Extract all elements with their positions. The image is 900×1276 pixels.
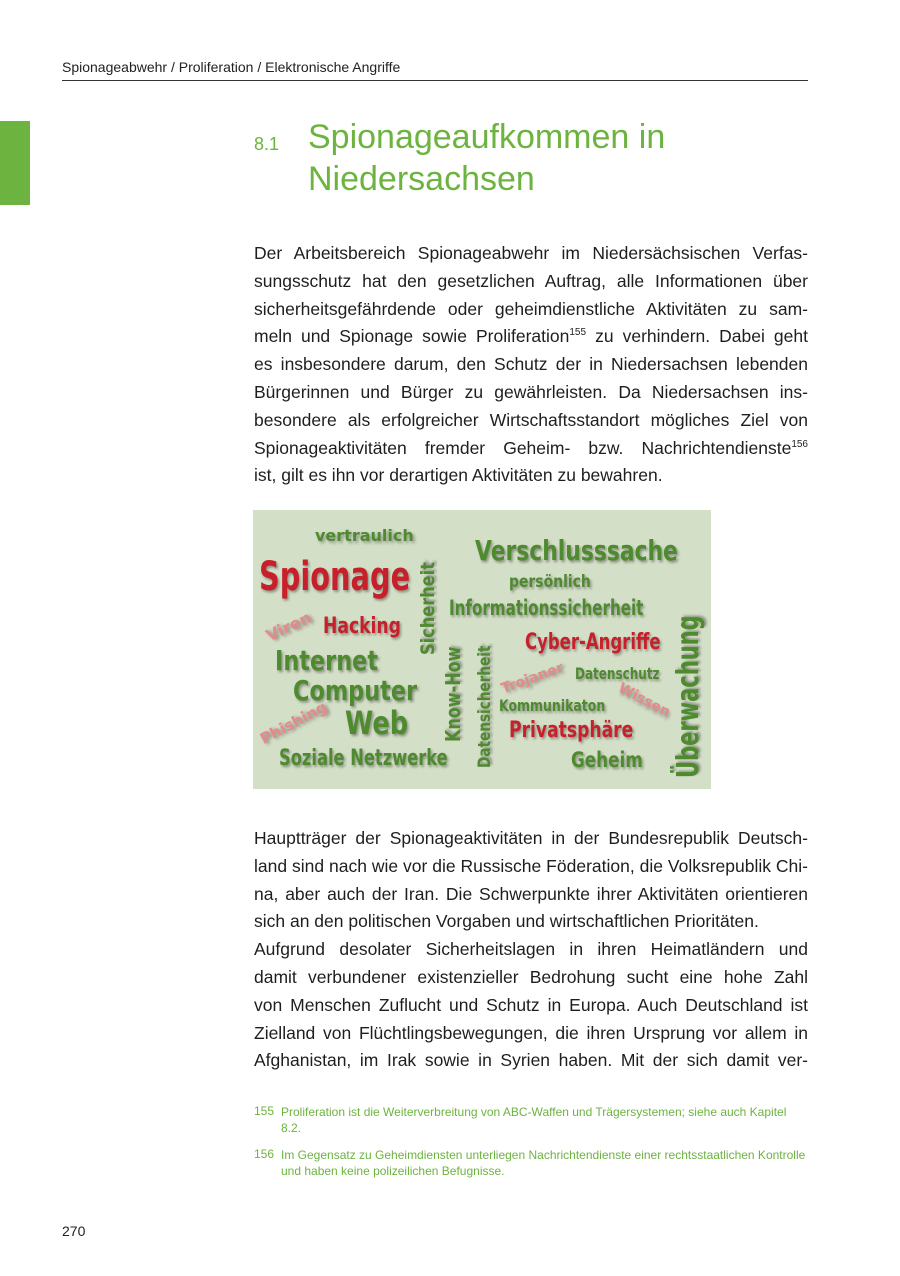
cloud-word-web: Web — [345, 704, 409, 742]
cloud-word-sicherheit: Sicherheit — [417, 562, 439, 655]
text-line: Zielland von Flüchtlingsbewegungen, die ihren Ursprung vor allem in — [254, 1022, 808, 1043]
text-line: besondere als erfolgreicher Wirtschaftsstandort mögliches Ziel von — [254, 409, 808, 430]
cloud-word-ueberwachung: Überwachung — [671, 615, 706, 778]
cloud-word-hacking: Hacking — [323, 614, 401, 639]
running-header: Spionageabwehr / Proliferation / Elektronische Angriffe — [62, 59, 808, 81]
cloud-word-kommunikation: Kommunikaton — [499, 696, 606, 715]
footnote-text: Im Gegensatz zu Geheimdiensten unterliegen Nachrichtendienste einer rechtsstaatlichen Kontrolle und haben keine polizeilichen Befugnisse. — [281, 1148, 806, 1178]
text-line — [254, 323, 808, 351]
section-title-line: Spionageaufkommen in — [308, 118, 666, 156]
cloud-word-datenschutz: Datenschutz — [575, 664, 660, 683]
text-line: Afghanistan, im Irak sowie in Syrien haben. Mit der sich damit ver- — [254, 1050, 808, 1071]
footnote-number: 156 — [254, 1147, 275, 1161]
cloud-word-persoenlich: persönlich — [509, 572, 591, 592]
text-line: Bürgerinnen und Bürger zu gewährleisten. Da Niedersachsen ins- — [254, 381, 808, 402]
cloud-word-geheim: Geheim — [571, 748, 643, 772]
cloud-word-vertraulich: vertraulich — [315, 526, 414, 545]
text-line: sich an den politischen Vorgaben und wirtschaftlichen Prioritäten. — [254, 911, 759, 932]
cloud-word-phishing: Phishing — [257, 697, 330, 748]
text-line: Aufgrund desolater Sicherheitslagen in ihren Heimatländern und — [254, 939, 808, 960]
text-line — [254, 435, 808, 463]
paragraph-main-actors — [254, 825, 808, 1075]
footnote-155 — [254, 1104, 808, 1136]
text-line: damit verbundener existenzieller Bedrohung sucht eine hohe Zahl — [254, 966, 808, 987]
cloud-word-verschlusssache: Verschlusssache — [475, 534, 678, 567]
cloud-word-informationssicherheit: Informationssicherheit — [449, 596, 644, 620]
cloud-word-internet: Internet — [275, 644, 379, 677]
text-line: Der Arbeitsbereich Spionageabwehr im Niedersächsischen Verfas- — [254, 243, 808, 263]
section-title-line: Niedersachsen — [308, 160, 535, 198]
section-title — [308, 116, 665, 200]
footnote-number: 155 — [254, 1104, 275, 1118]
footnote-ref-156[interactable]: 156 — [791, 438, 808, 450]
paragraph-intro — [254, 240, 808, 490]
page-number: 270 — [62, 1223, 86, 1239]
word-cloud-image — [253, 510, 711, 789]
text-line: es insbesondere darum, den Schutz der in Niedersachsen lebenden — [254, 354, 808, 375]
text-line: von Menschen Zuflucht und Schutz in Europa. Auch Deutschland ist — [254, 994, 808, 1015]
cloud-word-cyber-angriffe: Cyber-Angriffe — [525, 630, 661, 655]
text-fragment: zu verhindern. Dabei geht — [586, 326, 808, 347]
footnote-ref-155[interactable]: 155 — [569, 327, 587, 339]
text-line: land sind nach wie vor die Russische Föderation, die Volksrepublik Chi- — [254, 855, 808, 876]
footnote-text: Proliferation ist die Weiterverbreitung von ABC-Waffen und Trägersystemen; siehe auch Kapitel 8.2. — [281, 1105, 787, 1135]
section-number: 8.1 — [254, 134, 280, 154]
cloud-word-privatsphaere: Privatsphäre — [509, 718, 634, 743]
footnotes — [254, 1104, 808, 1190]
chapter-tab-marker — [0, 121, 30, 205]
cloud-word-spionage: Spionage — [259, 554, 411, 600]
text-fragment: meln und Spionage sowie Proliferation — [254, 326, 570, 347]
text-line: ist, gilt es ihn vor derartigen Aktivitäten zu bewahren. — [254, 465, 663, 486]
text-line: sungsschutz hat den gesetzlichen Auftrag, alle Informationen über — [254, 270, 808, 291]
text-line: na, aber auch der Iran. Die Schwerpunkte ihrer Aktivitäten orientieren — [254, 883, 808, 904]
cloud-word-soziale-netzwerke: Soziale Netzwerke — [279, 746, 448, 771]
cloud-word-know-how: Know-How — [441, 646, 465, 742]
cloud-word-datensicherheit: Datensicherheit — [475, 645, 495, 768]
cloud-word-trojaner: Trojaner — [499, 659, 566, 698]
cloud-word-computer: Computer — [293, 674, 418, 707]
text-fragment: Spionageaktivitäten fremder Geheim- bzw. Nachrichtendienste — [254, 437, 792, 458]
text-line: sicherheitsgefährdende oder geheimdienstliche Aktivitäten zu sam- — [254, 298, 808, 319]
cloud-word-wissen: Wissen — [615, 680, 673, 721]
cloud-word-viren: Viren — [263, 607, 315, 646]
footnote-156 — [254, 1147, 808, 1179]
text-line: Hauptträger der Spionageaktivitäten in der Bundesrepublik Deutsch- — [254, 828, 808, 848]
